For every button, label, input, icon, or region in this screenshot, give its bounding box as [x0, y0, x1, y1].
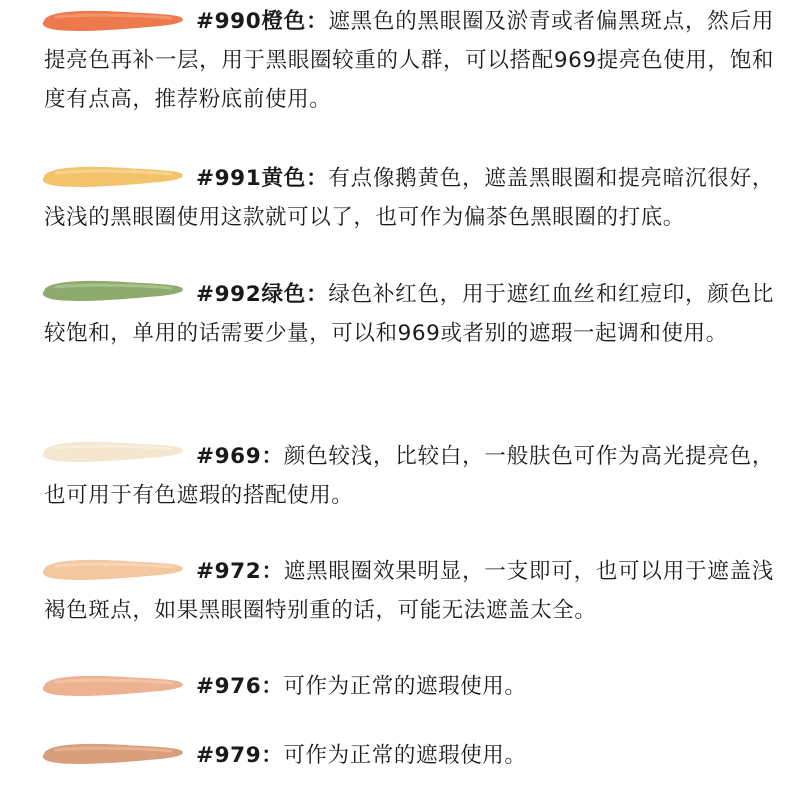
shade-description	[44, 667, 774, 706]
shade-code-label: #990橙色：	[196, 9, 329, 34]
shade-code-label: #979：	[196, 743, 284, 768]
shade-description	[44, 275, 774, 353]
shade-description-text: 遮黑眼圈效果明显，一支即可，也可以用于遮盖浅褐色斑点，如果黑眼圈特别重的话，可能无法遮盖太全。	[44, 559, 774, 623]
shade-code-label: #972：	[196, 559, 284, 584]
shade-description-text: 可作为正常的遮瑕使用。	[283, 743, 527, 768]
shade-description-text: 颜色较浅，比较白，一般肤色可作为高光提亮色，也可用于有色遮瑕的搭配使用。	[44, 444, 774, 508]
shade-description	[44, 2, 774, 119]
shade-description	[44, 437, 774, 515]
shade-code-label: #992绿色：	[196, 282, 329, 307]
shade-code-label: #969：	[196, 444, 284, 469]
shade-code-label: #991黄色：	[196, 166, 329, 191]
shade-code-label: #976：	[196, 674, 284, 699]
shade-description	[44, 552, 774, 630]
shade-description	[44, 736, 774, 775]
shade-description	[44, 159, 774, 237]
shade-description-text: 遮黑色的黑眼圈及淤青或者偏黑斑点，然后用提亮色再补一层，用于黑眼圈较重的人群，可以搭配969提亮色使用，饱和度有点高，推荐粉底前使用。	[44, 9, 774, 112]
shade-description-text: 可作为正常的遮瑕使用。	[283, 674, 527, 699]
shade-description-text: 有点像鹅黄色，遮盖黑眼圈和提亮暗沉很好，浅浅的黑眼圈使用这款就可以了，也可作为偏茶色黑眼圈的打底。	[44, 166, 774, 230]
shade-description-text: 绿色补红色，用于遮红血丝和红痘印，颜色比较饱和，单用的话需要少量，可以和969或者别的遮瑕一起调和使用。	[44, 282, 774, 346]
